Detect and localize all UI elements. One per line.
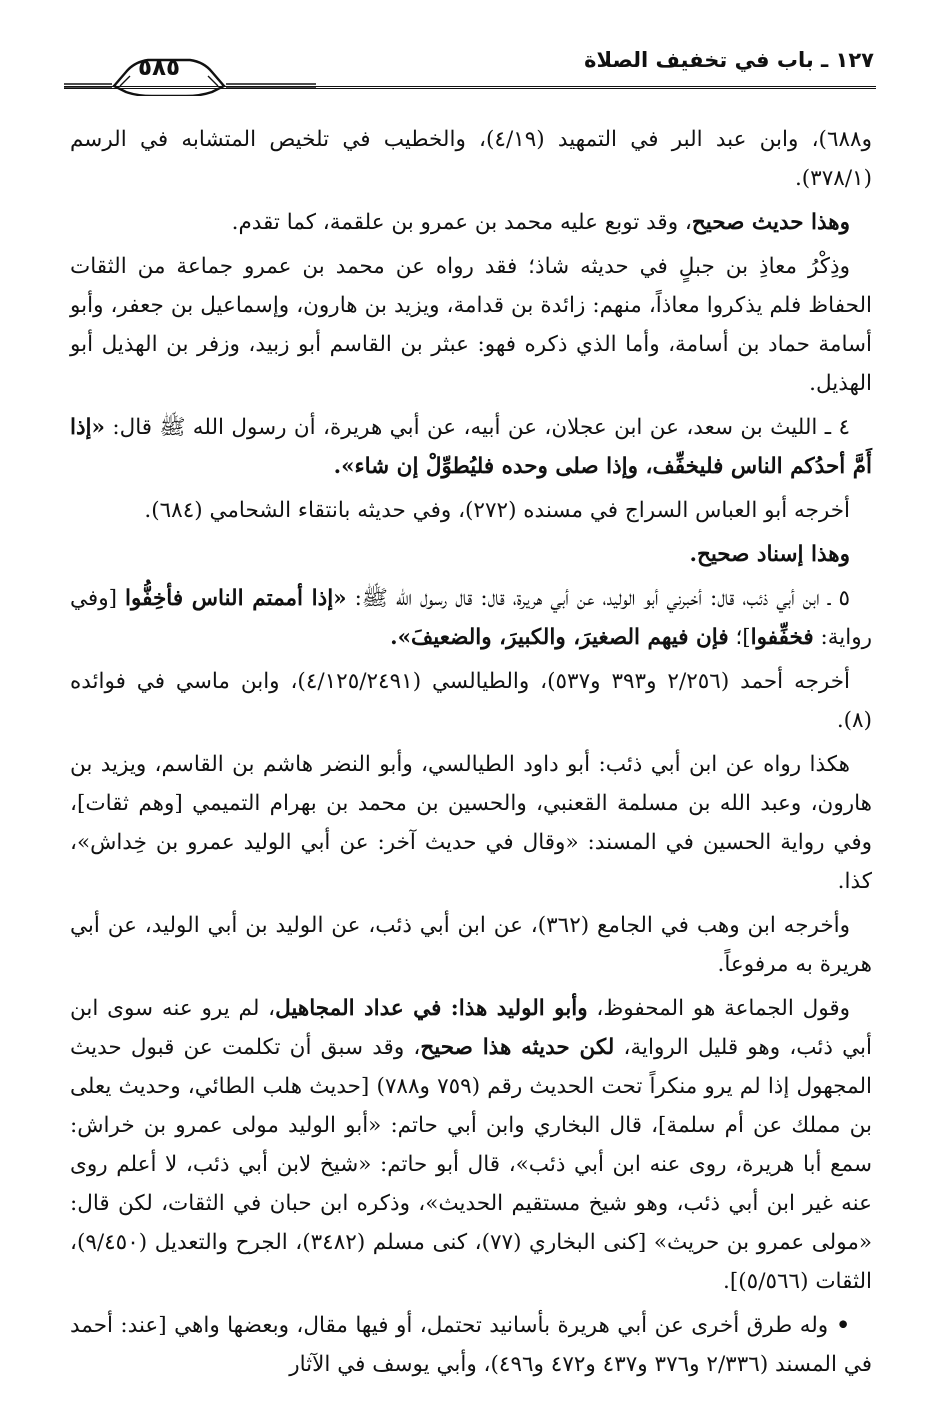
text-segment: ، لم يرو عنه سوى ابن أبي ذئب، وهو قليل الرواية،	[70, 996, 873, 1060]
bold-text: فخفِّفوا	[750, 625, 814, 650]
bold-text: لكن حديثه هذا صحيح	[420, 1035, 615, 1060]
text-segment: وأخرجه ابن وهب في الجامع (٣٦٢)، عن ابن أبي ذئب، عن الوليد بن أبي الوليد، عن أبي هريرة به مرفوعاً.	[70, 913, 872, 977]
bold-text: «إذا أَمَّ أحدُكم الناس فليخفِّف، وإذا صلى وحده فليُطوِّلْ إن شاء».	[70, 415, 872, 479]
chapter-title: ١٢٧ ـ باب في تخفيف الصلاة	[584, 48, 874, 72]
bold-text: فإن فيهم الصغيرَ، والكبيرَ، والضعيفَ».	[390, 625, 729, 650]
paragraph	[70, 203, 872, 242]
paragraph	[70, 745, 872, 901]
paragraph	[70, 491, 872, 530]
text-segment: ، وقد توبع عليه محمد بن عمرو بن علقمة، كما تقدم.	[231, 210, 692, 235]
text-segment: وله طرق أخرى عن أبي هريرة بأسانيد تحتمل، أو فيها مقال، وبعضها واهي [عند: أحمد في المسند (٢/٣٣٦ و٣٧٦ و٤٣٧ و٤٧٢ و٤٩٦)، وأبي يوسف في الآثار	[70, 1313, 872, 1377]
paragraph	[70, 535, 872, 574]
text-segment: أخرجه أبو العباس السراج في مسنده (٢٧٢)، وفي حديثه بانتقاء الشحامي (٦٨٤).	[144, 498, 850, 523]
header-rule	[64, 86, 876, 89]
text-segment: وذِكْرُ معاذِ بن جبلٍ في حديثه شاذ؛ فقد رواه عن محمد بن عمرو جماعة من الثقات الحفاظ فلم يذكروا معاذاً، منهم: زائدة بن قدامة، ويزيد بن هارون، وإسماعيل بن جعفر، وأبو أسامة حماد بن أسامة، وأما الذي ذكره فهو: عبثر بن القاسم أبو زبيد، وزفر بن الهذيل أبو الهذيل.	[70, 254, 872, 396]
paragraph	[70, 408, 872, 486]
bold-text: وهذا إسناد صحيح.	[689, 542, 850, 567]
paragraph	[70, 120, 872, 198]
text-segment: هكذا رواه عن ابن أبي ذئب: أبو داود الطيالسي، وأبو النضر هاشم بن القاسم، ويزيد بن هارون، وعبد الله بن مسلمة القعنبي، والحسين بن محمد بن بهرام التميمي [وهم ثقات]، وفي رواية الحسين في المسند: «وقال في حديث آخر: عن أبي الوليد عمرو بن خِداش»، كذا.	[70, 752, 872, 894]
text-segment: وقول الجماعة هو المحفوظ،	[587, 996, 850, 1021]
text-segment: ، وقد سبق أن تكلمت عن قبول حديث المجهول إذا لم يرو منكراً تحت الحديث رقم (٧٥٩ و٧٨٨) [حديث هلب الطائي، وحديث يعلى بن مملك عن أم سلمة]، قال البخاري وابن أبي حاتم: «أبو الوليد مولى عمرو بن خراش: سمع أبا هريرة، روى عنه ابن أبي ذئب»، قال أبو حاتم: «شيخ لابن أبي ذئب، لا أعلم روى عنه غير ابن أبي ذئب، وهو شيخ مستقيم الحديث»، وذكره ابن حبان في الثقات، لكن قال: «مولى عمرو بن حريث» [كنى البخاري (٧٧)، كنى مسلم (٣٤٨٢)، الجرح والتعديل (٩/٤٥٠)، الثقات (٥/٥٦٦)].	[70, 1035, 873, 1294]
bold-text: «إذا أممتم الناس فأخِفُّوا	[125, 586, 347, 611]
paragraph	[70, 579, 872, 657]
text-segment: و٦٨٨)، وابن عبد البر في التمهيد (٤/١٩)، والخطيب في تلخيص المتشابه في الرسم (٣٧٨/١).	[70, 127, 872, 191]
bold-text: وأبو الوليد هذا: في عداد المجاهيل	[275, 996, 588, 1021]
page-number: ٥٨٥	[137, 55, 181, 81]
bold-text: وهذا حديث صحيح	[691, 210, 850, 235]
text-segment: [وفي رواية:	[70, 586, 872, 650]
paragraph	[70, 906, 872, 984]
text-segment: ]؛	[728, 625, 751, 650]
text-segment: ٥ ـ ابن أبي ذئب، قال: أخبرني أبو الوليد، عن أبي هريرة، قال: قال رسول الله ﷺ:	[346, 586, 850, 611]
paragraph	[70, 1306, 872, 1384]
paragraph	[70, 247, 872, 403]
paragraph	[70, 662, 872, 740]
text-segment: ٤ ـ الليث بن سعد، عن ابن عجلان، عن أبيه، عن أبي هريرة، أن رسول الله ﷺ قال:	[104, 415, 850, 440]
text-segment: أخرجه أحمد (٢/٢٥٦ و٣٩٣ و٥٣٧)، والطيالسي (٤/١٢٥/٢٤٩١)، وابن ماسي في فوائده (٨).	[70, 669, 872, 733]
page-body	[70, 120, 872, 1389]
bold-text: •	[828, 1313, 850, 1338]
paragraph	[70, 989, 872, 1301]
